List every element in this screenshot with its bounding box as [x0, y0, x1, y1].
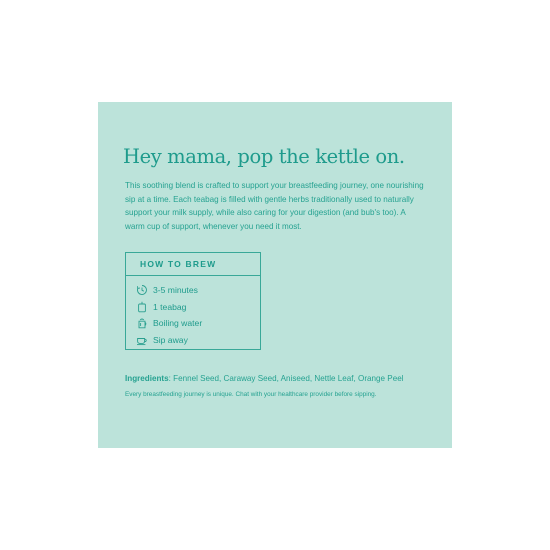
cup-icon	[136, 334, 148, 346]
disclaimer: Every breastfeeding journey is unique. Chat with your healthcare provider before sipping.	[125, 391, 377, 398]
brew-step-label: 3-5 minutes	[153, 285, 198, 296]
brew-step-label: Boiling water	[153, 318, 203, 329]
how-to-brew-title: HOW TO BREW	[126, 253, 260, 276]
brew-step-teabag	[136, 299, 260, 316]
brew-steps-list	[126, 276, 260, 348]
how-to-brew-box	[125, 252, 261, 350]
kettle-icon	[136, 317, 148, 329]
intro-paragraph: This soothing blend is crafted to support your breastfeeding journey, one nourishing sip at a time. Each teabag is filled with gentle herbs traditionally used to naturally support your milk supply, while also caring for your digestion (and bub's too). A warm cup of support, whenever you need it most.	[125, 181, 424, 231]
brew-step-water	[136, 315, 260, 332]
clock-icon	[136, 284, 148, 296]
ingredients-label: Ingredients	[125, 374, 169, 383]
brew-step-sip	[136, 332, 260, 349]
ingredients-separator: :	[168, 374, 174, 383]
brew-step-time	[136, 282, 260, 299]
headline: Hey mama, pop the kettle on.	[123, 145, 405, 168]
product-info-card	[98, 102, 452, 448]
brew-step-label: Sip away	[153, 334, 188, 345]
ingredients-line	[125, 374, 404, 383]
ingredients-list: Fennel Seed, Caraway Seed, Aniseed, Nettle Leaf, Orange Peel	[173, 374, 404, 383]
teabag-icon	[136, 301, 148, 313]
brew-step-label: 1 teabag	[153, 301, 187, 312]
